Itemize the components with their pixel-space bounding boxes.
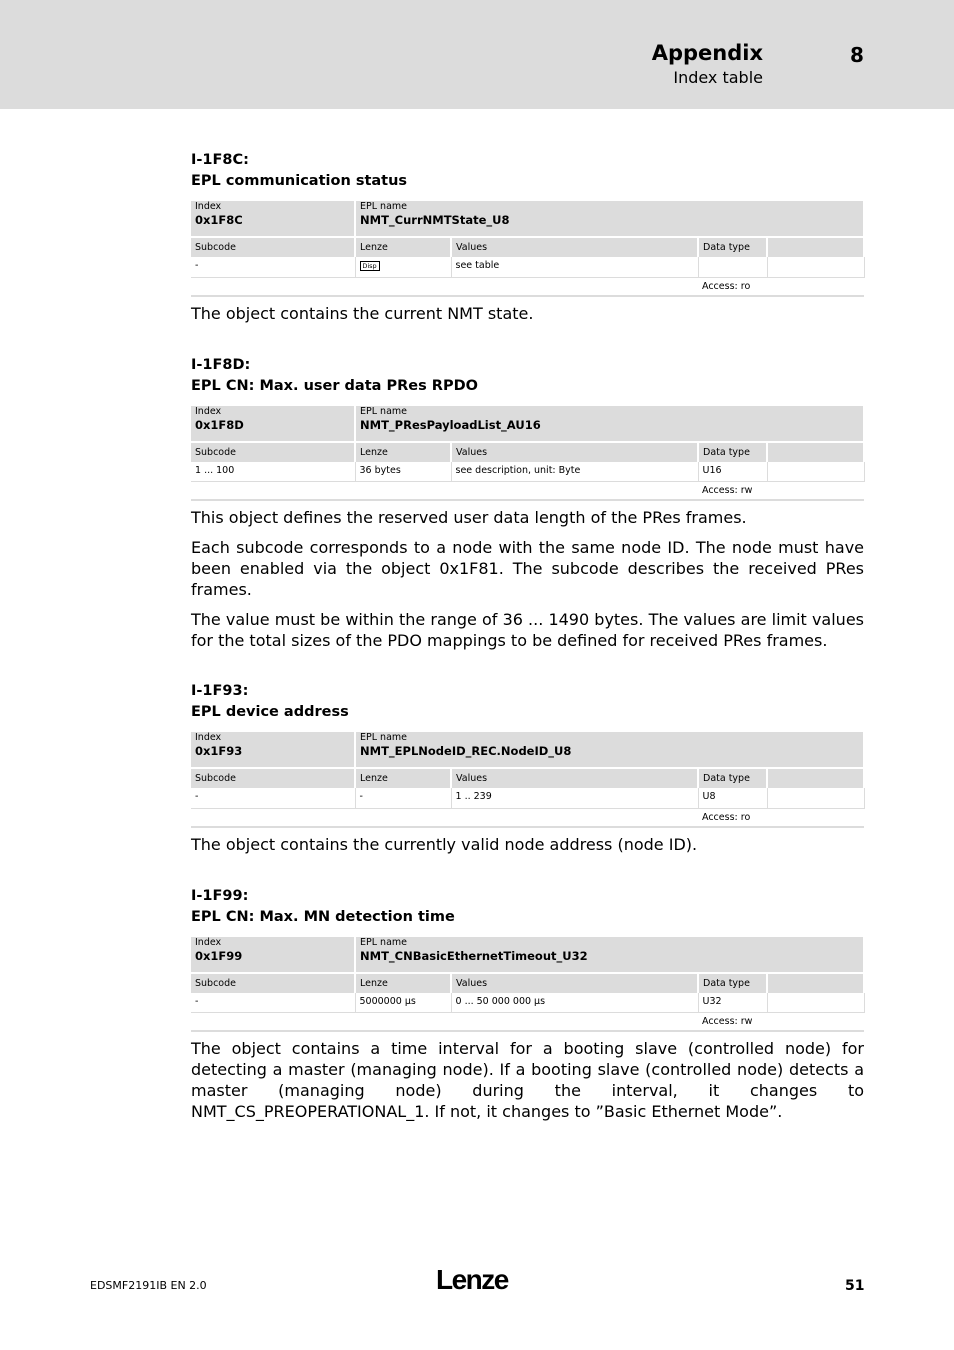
paragraph: Each subcode corresponds to a node with the same node ID. The node must have been enabled via the object 0x1F81. The subcode describes the received PRes frames. <box>191 538 864 599</box>
index-value: 0x1F99 <box>195 948 243 963</box>
header-subtitle: Index table <box>673 68 763 87</box>
cell-values: see description, unit: Byte <box>451 462 698 482</box>
cell-subcode: 1 ... 100 <box>191 462 355 482</box>
header-title: Appendix <box>651 41 763 65</box>
index-label: Index <box>195 201 222 212</box>
section-code: I-1F8D: <box>191 356 251 373</box>
section-code: I-1F99: <box>191 887 249 904</box>
col-values: Values <box>451 973 698 993</box>
cell-data-type: U32 <box>698 993 767 1013</box>
cell-empty <box>767 257 864 277</box>
col-values: Values <box>451 442 698 462</box>
page-header <box>0 0 954 109</box>
section-code: I-1F93: <box>191 683 249 699</box>
index-cell <box>191 937 355 973</box>
section-1f99 <box>191 886 864 1123</box>
section-title: EPL CN: Max. MN detection time <box>191 908 455 925</box>
index-value: 0x1F93 <box>195 744 243 758</box>
col-subcode: Subcode <box>191 237 355 257</box>
col-data-type: Data type <box>698 973 767 993</box>
col-subcode: Subcode <box>191 442 355 462</box>
object-table <box>191 732 865 828</box>
epl-name-cell <box>355 732 864 768</box>
cell-subcode: - <box>191 788 355 808</box>
section-code: I-1F8C: <box>191 152 249 168</box>
col-data-type: Data type <box>698 768 767 788</box>
cell-lenze <box>355 257 451 277</box>
section-title: EPL CN: Max. user data PRes RPDO <box>191 377 478 394</box>
section-1f8d <box>191 355 864 652</box>
epl-name-cell <box>355 937 864 973</box>
epl-name-value: NMT_EPLNodeID_REC.NodeID_U8 <box>360 744 572 758</box>
epl-name-cell <box>355 201 864 237</box>
col-empty <box>767 237 864 257</box>
paragraph: The object contains the current NMT state. <box>191 303 534 323</box>
index-label: Index <box>195 732 222 743</box>
document-id: EDSMF2191IB EN 2.0 <box>90 1279 207 1292</box>
display-icon: Disp <box>360 261 380 271</box>
paragraph: The object contains a time interval for a booting slave (controlled node) for detecting a master (managing node). If a booting slave (controlled node) detects a master (managing node) during the interval, it changes to NMT_CS_PREOPERATIONAL_1. If not, it changes to ”Basic Ethernet Mode”. <box>191 1039 864 1121</box>
index-cell <box>191 406 355 442</box>
section-1f93 <box>191 681 864 855</box>
col-lenze: Lenze <box>355 237 451 257</box>
epl-name-cell <box>355 406 864 442</box>
section-title: EPL communication status <box>191 173 408 189</box>
col-lenze: Lenze <box>355 768 451 788</box>
epl-name-value: NMT_CurrNMTState_U8 <box>360 213 510 227</box>
access-cell: Access: ro <box>698 277 864 296</box>
cell-lenze: 5000000 µs <box>355 993 451 1013</box>
cell-data-type <box>698 257 767 277</box>
index-cell <box>191 201 355 237</box>
index-value: 0x1F8C <box>195 213 243 227</box>
object-table <box>191 201 865 297</box>
index-cell <box>191 732 355 768</box>
cell-values: 1 .. 239 <box>451 788 698 808</box>
cell-values: see table <box>451 257 698 277</box>
paragraph: The value must be within the range of 36 ... 1490 bytes. The values are limit values for the total sizes of the PDO mappings to be defined for received PRes frames. <box>191 610 864 650</box>
index-value: 0x1F8D <box>195 417 244 432</box>
col-subcode: Subcode <box>191 768 355 788</box>
epl-name-label: EPL name <box>360 732 407 743</box>
cell-data-type: U16 <box>698 462 767 482</box>
access-cell: Access: rw <box>698 1013 864 1032</box>
col-subcode: Subcode <box>191 973 355 993</box>
cell-subcode: - <box>191 257 355 277</box>
chapter-number: 8 <box>850 43 864 67</box>
col-empty <box>767 442 864 462</box>
index-label: Index <box>195 936 222 948</box>
cell-data-type: U8 <box>698 788 767 808</box>
cell-lenze: - <box>355 788 451 808</box>
section-1f8c <box>191 150 864 324</box>
col-lenze: Lenze <box>355 442 451 462</box>
epl-name-label: EPL name <box>360 405 407 417</box>
cell-values: 0 ... 50 000 000 µs <box>451 993 698 1013</box>
col-data-type: Data type <box>698 237 767 257</box>
index-label: Index <box>195 405 222 417</box>
section-title: EPL device address <box>191 704 349 720</box>
col-data-type: Data type <box>698 442 767 462</box>
paragraph: The object contains the currently valid node address (node ID). <box>191 834 698 854</box>
object-table <box>191 406 865 502</box>
cell-empty <box>767 993 864 1013</box>
page-number: 51 <box>845 1278 865 1294</box>
cell-empty <box>767 788 864 808</box>
col-lenze: Lenze <box>355 973 451 993</box>
cell-empty <box>767 462 864 482</box>
col-empty <box>767 973 864 993</box>
cell-subcode: - <box>191 993 355 1013</box>
lenze-logo: Lenze <box>436 1264 508 1295</box>
col-empty <box>767 768 864 788</box>
epl-name-value: NMT_CNBasicEthernetTimeout_U32 <box>360 948 588 963</box>
access-cell: Access: ro <box>698 808 864 827</box>
epl-name-label: EPL name <box>360 201 407 212</box>
object-table <box>191 937 865 1033</box>
page-content <box>191 150 864 1122</box>
epl-name-value: NMT_PResPayloadList_AU16 <box>360 417 541 432</box>
access-cell: Access: rw <box>698 482 864 501</box>
col-values: Values <box>451 237 698 257</box>
col-values: Values <box>451 768 698 788</box>
epl-name-label: EPL name <box>360 936 407 948</box>
cell-lenze: 36 bytes <box>355 462 451 482</box>
paragraph: This object defines the reserved user data length of the PRes frames. <box>191 508 747 527</box>
